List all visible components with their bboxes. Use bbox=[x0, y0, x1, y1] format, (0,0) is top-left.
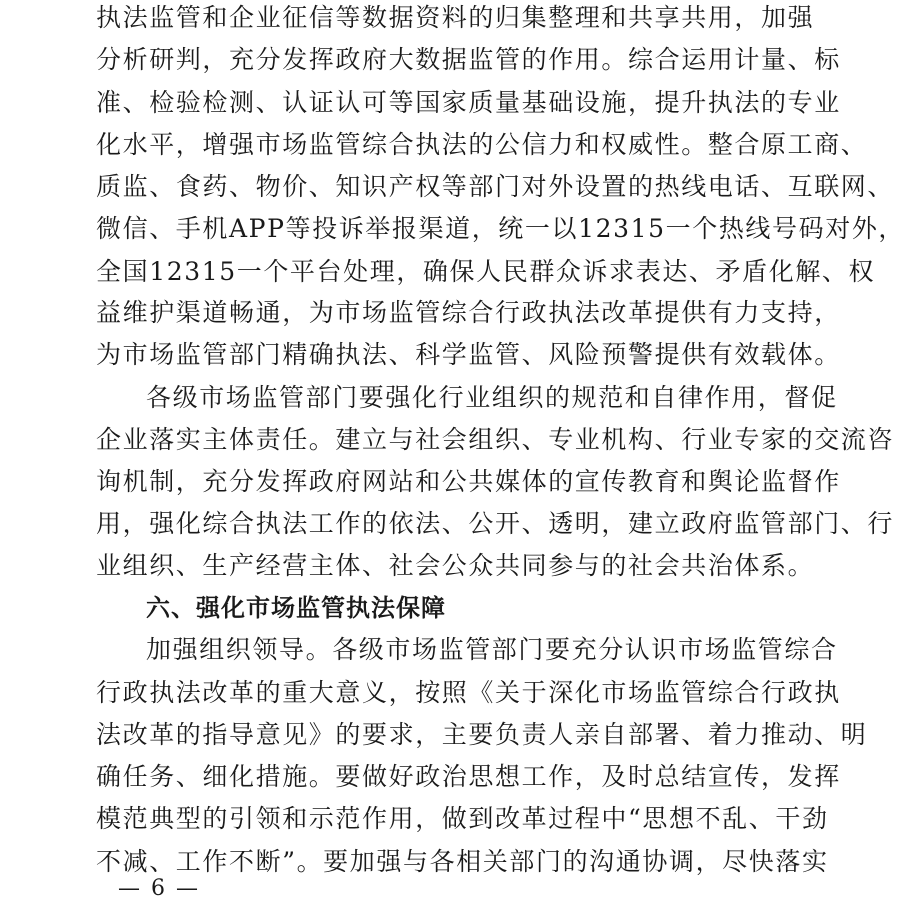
text-line-16: 加强组织领导。各级市场监管部门要充分认识市场监管综合 bbox=[146, 635, 838, 664]
text-line-17: 行政执法改革的重大意义，按照《关于深化市场监管综合行政执 bbox=[96, 678, 841, 707]
text-line-19: 确任务、细化措施。要做好政治思想工作，及时总结宣传，发挥 bbox=[96, 762, 841, 791]
text-line-2: 分析研判，充分发挥政府大数据监管的作用。综合运用计量、标 bbox=[96, 45, 841, 74]
text-line-21: 不减、工作不断”。要加强与各相关部门的沟通协调，尽快落实 bbox=[96, 847, 829, 876]
text-line-6: 微信、手机APP等投诉举报渠道，统一以12315一个热线号码对外， bbox=[96, 214, 905, 243]
text-line-20: 模范典型的引领和示范作用，做到改革过程中“思想不乱、干劲 bbox=[96, 804, 829, 833]
text-line-8: 益维护渠道畅通，为市场监管综合行政执法改革提供有力支持， bbox=[96, 298, 841, 327]
text-line-13: 用，强化综合执法工作的依法、公开、透明，建立政府监管部门、行 bbox=[96, 509, 895, 538]
text-line-11: 企业落实主体责任。建立与社会组织、专业机构、行业专家的交流咨 bbox=[96, 425, 895, 454]
text-line-12: 询机制，充分发挥政府网站和公共媒体的宣传教育和舆论监督作 bbox=[96, 467, 841, 496]
text-line-18: 法改革的指导意见》的要求，主要负责人亲自部署、着力推动、明 bbox=[96, 720, 868, 749]
text-line-1: 执法监管和企业征信等数据资料的归集整理和共享共用，加强 bbox=[96, 3, 815, 32]
text-line-5: 质监、食药、物价、知识产权等部门对外设置的热线电话、互联网、 bbox=[96, 172, 895, 201]
text-line-4: 化水平，增强市场监管综合执法的公信力和权威性。整合原工商、 bbox=[96, 130, 868, 159]
page-number: — 6 — bbox=[118, 876, 200, 901]
text-line-7: 全国12315一个平台处理，确保人民群众诉求表达、矛盾化解、权 bbox=[96, 257, 876, 286]
text-line-10: 各级市场监管部门要强化行业组织的规范和自律作用，督促 bbox=[146, 383, 838, 412]
text-line-14: 业组织、生产经营主体、社会公众共同参与的社会共治体系。 bbox=[96, 551, 815, 580]
text-line-9: 为市场监管部门精确执法、科学监管、风险预警提供有效载体。 bbox=[96, 340, 841, 369]
text-line-3: 准、检验检测、认证认可等国家质量基础设施，提升执法的专业 bbox=[96, 88, 841, 117]
section-heading: 六、强化市场监管执法保障 bbox=[146, 594, 446, 622]
